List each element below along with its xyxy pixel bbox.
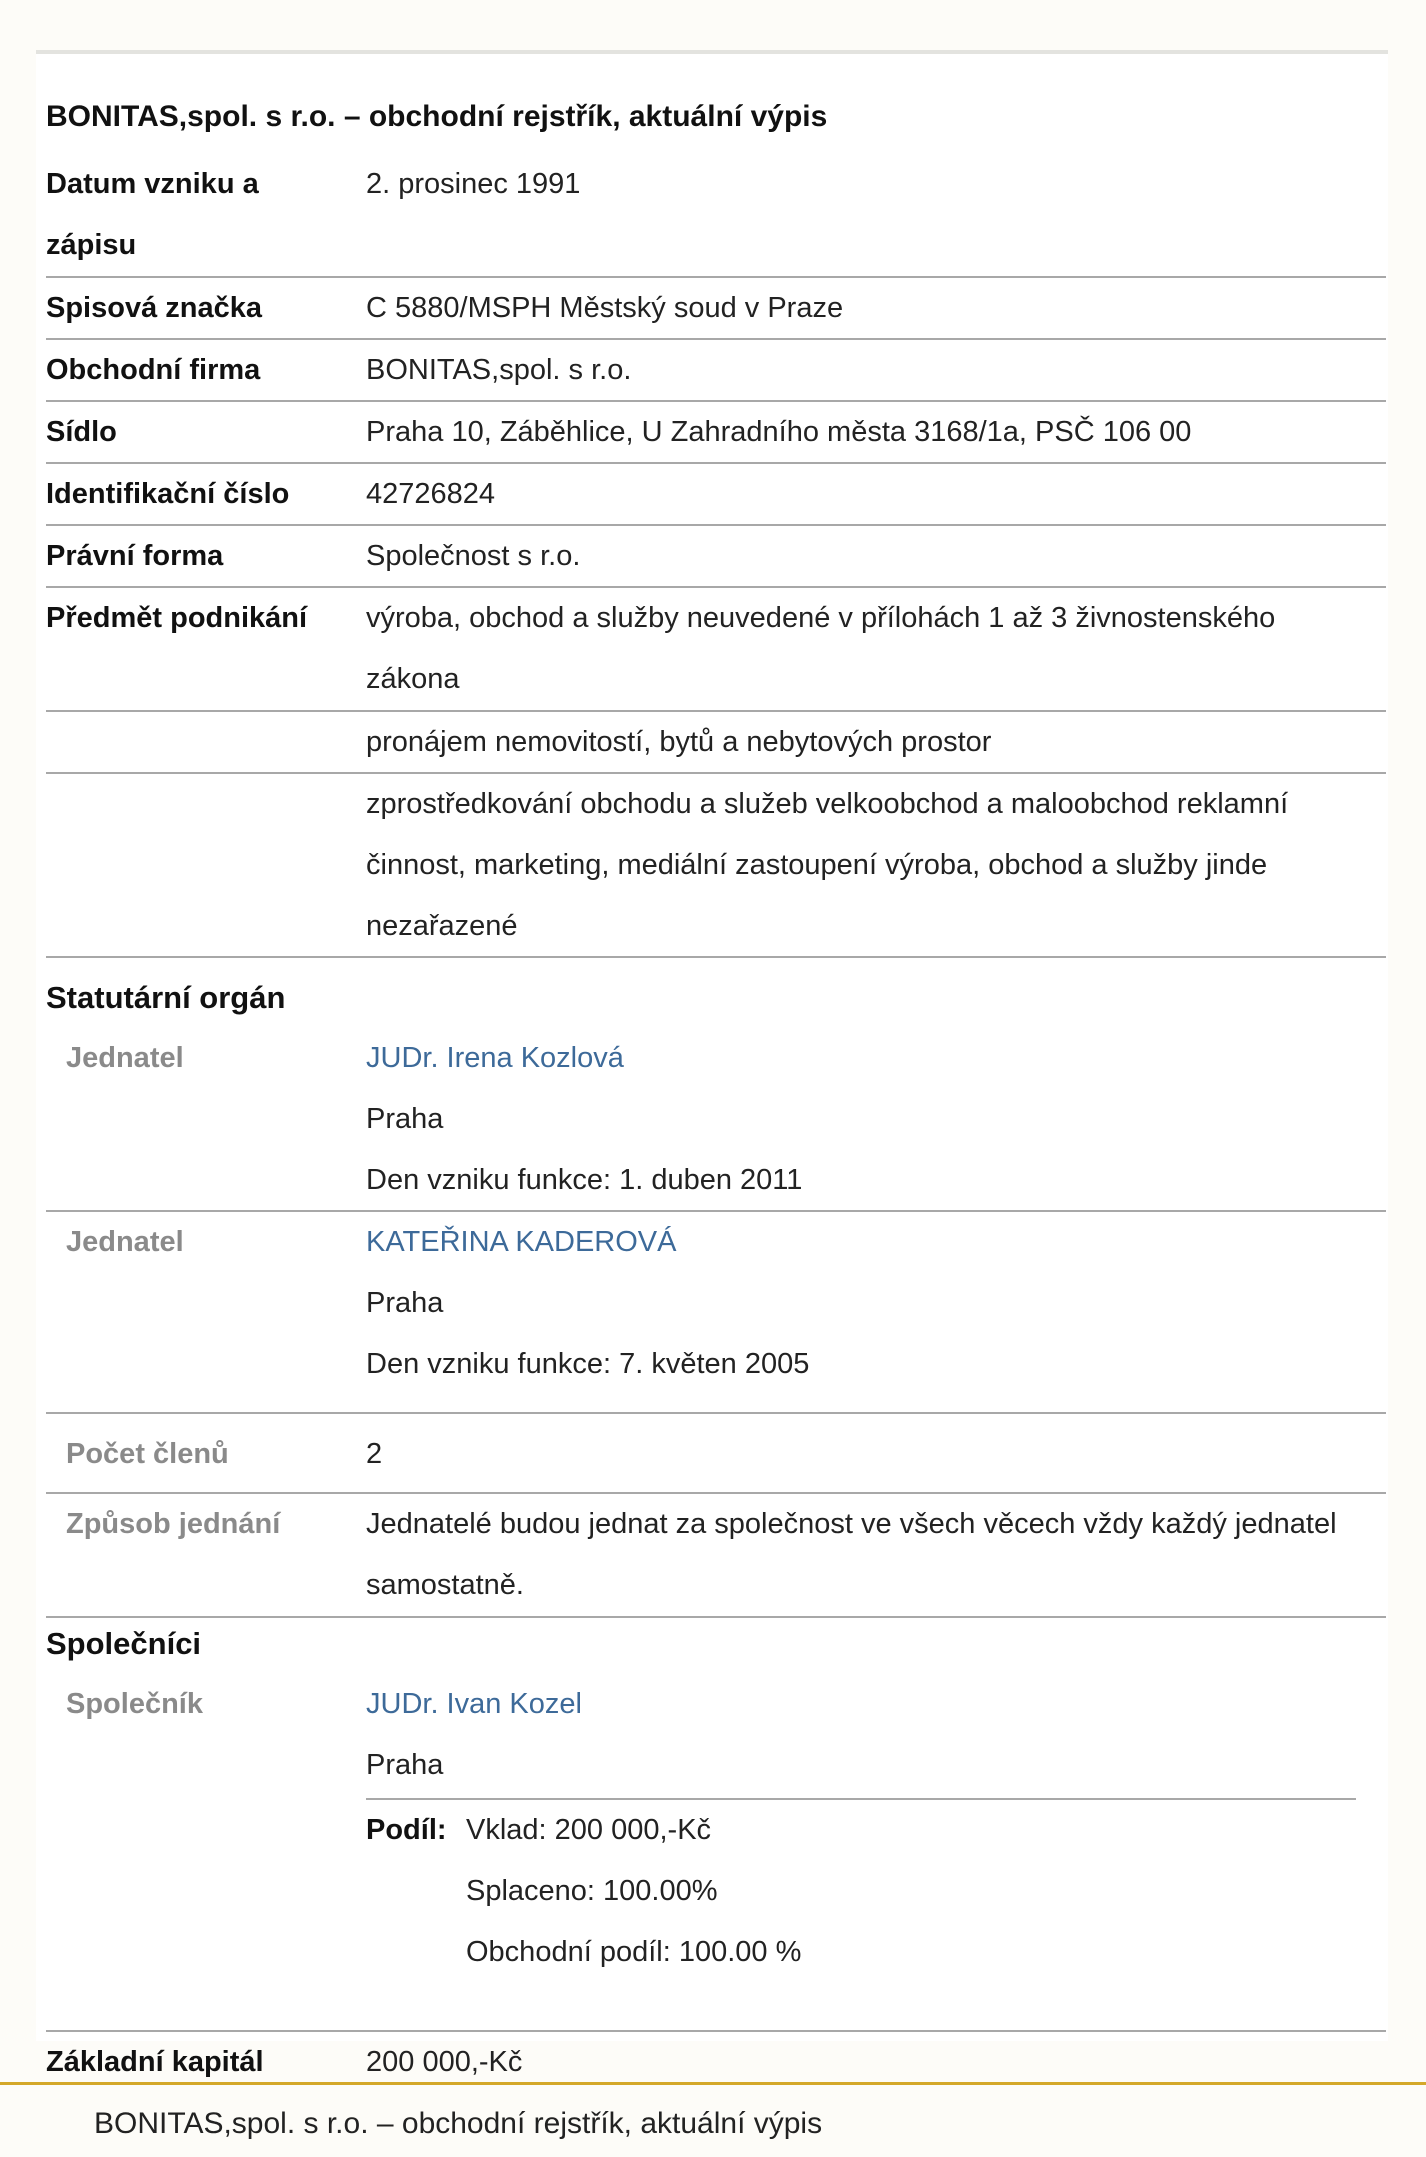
- register-card: [36, 50, 1388, 2078]
- page-title: BONITAS,spol. s r.o. – obchodní rejstřík, aktuální výpis: [46, 100, 828, 133]
- section-statutory: Statutární orgán: [46, 980, 286, 1015]
- partner-name-link[interactable]: JUDr. Ivan Kozel: [366, 1688, 582, 1720]
- row-id-number: Identifikační číslo 42726824: [46, 464, 1386, 526]
- row-legal-form: Právní forma Společnost s r.o.: [46, 526, 1386, 588]
- partner-row: Společník JUDr. Ivan Kozel Praha Podíl: Vklad: 200 000,-Kč Splaceno: 100.00% Obchodní podíl: 100.00 %: [46, 1674, 1386, 2032]
- row-business-subject-3: zprostředkování obchodu a služeb velkoobchod a maloobchod reklamní činnost, marketing, mediální zastoupení výroba, obchod a služby jinde nezařazené: [46, 774, 1386, 958]
- row-business-subject: Předmět podnikání výroba, obchod a služby neuvedené v přílohách 1 až 3 živnostenského zákona: [46, 588, 1386, 712]
- row-acting-method: Způsob jednání Jednatelé budou jednat za společnost ve všech věcech vždy každý jednatel samostatně.: [46, 1494, 1386, 1618]
- row-capital: Základní kapitál 200 000,-Kč: [46, 2046, 523, 2078]
- row-file-number: Spisová značka C 5880/MSPH Městský soud v Praze: [46, 278, 1386, 340]
- row-label: Datum vzniku a zápisu: [46, 168, 259, 261]
- row-business-subject-2: pronájem nemovitostí, bytů a nebytových prostor: [46, 712, 1386, 774]
- member-name-link[interactable]: JUDr. Irena Kozlová: [366, 1042, 624, 1074]
- partner-share: Podíl: Vklad: 200 000,-Kč Splaceno: 100.00% Obchodní podíl: 100.00 %: [366, 1798, 1356, 2028]
- page-footer: [0, 2082, 1426, 2157]
- row-company-name: Obchodní firma BONITAS,spol. s r.o.: [46, 340, 1386, 402]
- footer-title: BONITAS,spol. s r.o. – obchodní rejstřík, aktuální výpis: [94, 2107, 823, 2140]
- row-member-count: Počet členů 2: [46, 1414, 1386, 1494]
- row-founding-date: [46, 154, 1386, 278]
- member-name-link[interactable]: KATEŘINA KADEROVÁ: [366, 1226, 677, 1258]
- row-value: 2. prosinec 1991: [366, 168, 581, 200]
- statutory-member: Jednatel KATEŘINA KADEROVÁ Praha Den vzniku funkce: 7. květen 2005: [46, 1212, 1386, 1414]
- section-partners: Společníci: [46, 1626, 202, 1661]
- statutory-member: Jednatel JUDr. Irena Kozlová Praha Den vzniku funkce: 1. duben 2011: [46, 1028, 1386, 1212]
- row-seat: Sídlo Praha 10, Záběhlice, U Zahradního města 3168/1a, PSČ 106 00: [46, 402, 1386, 464]
